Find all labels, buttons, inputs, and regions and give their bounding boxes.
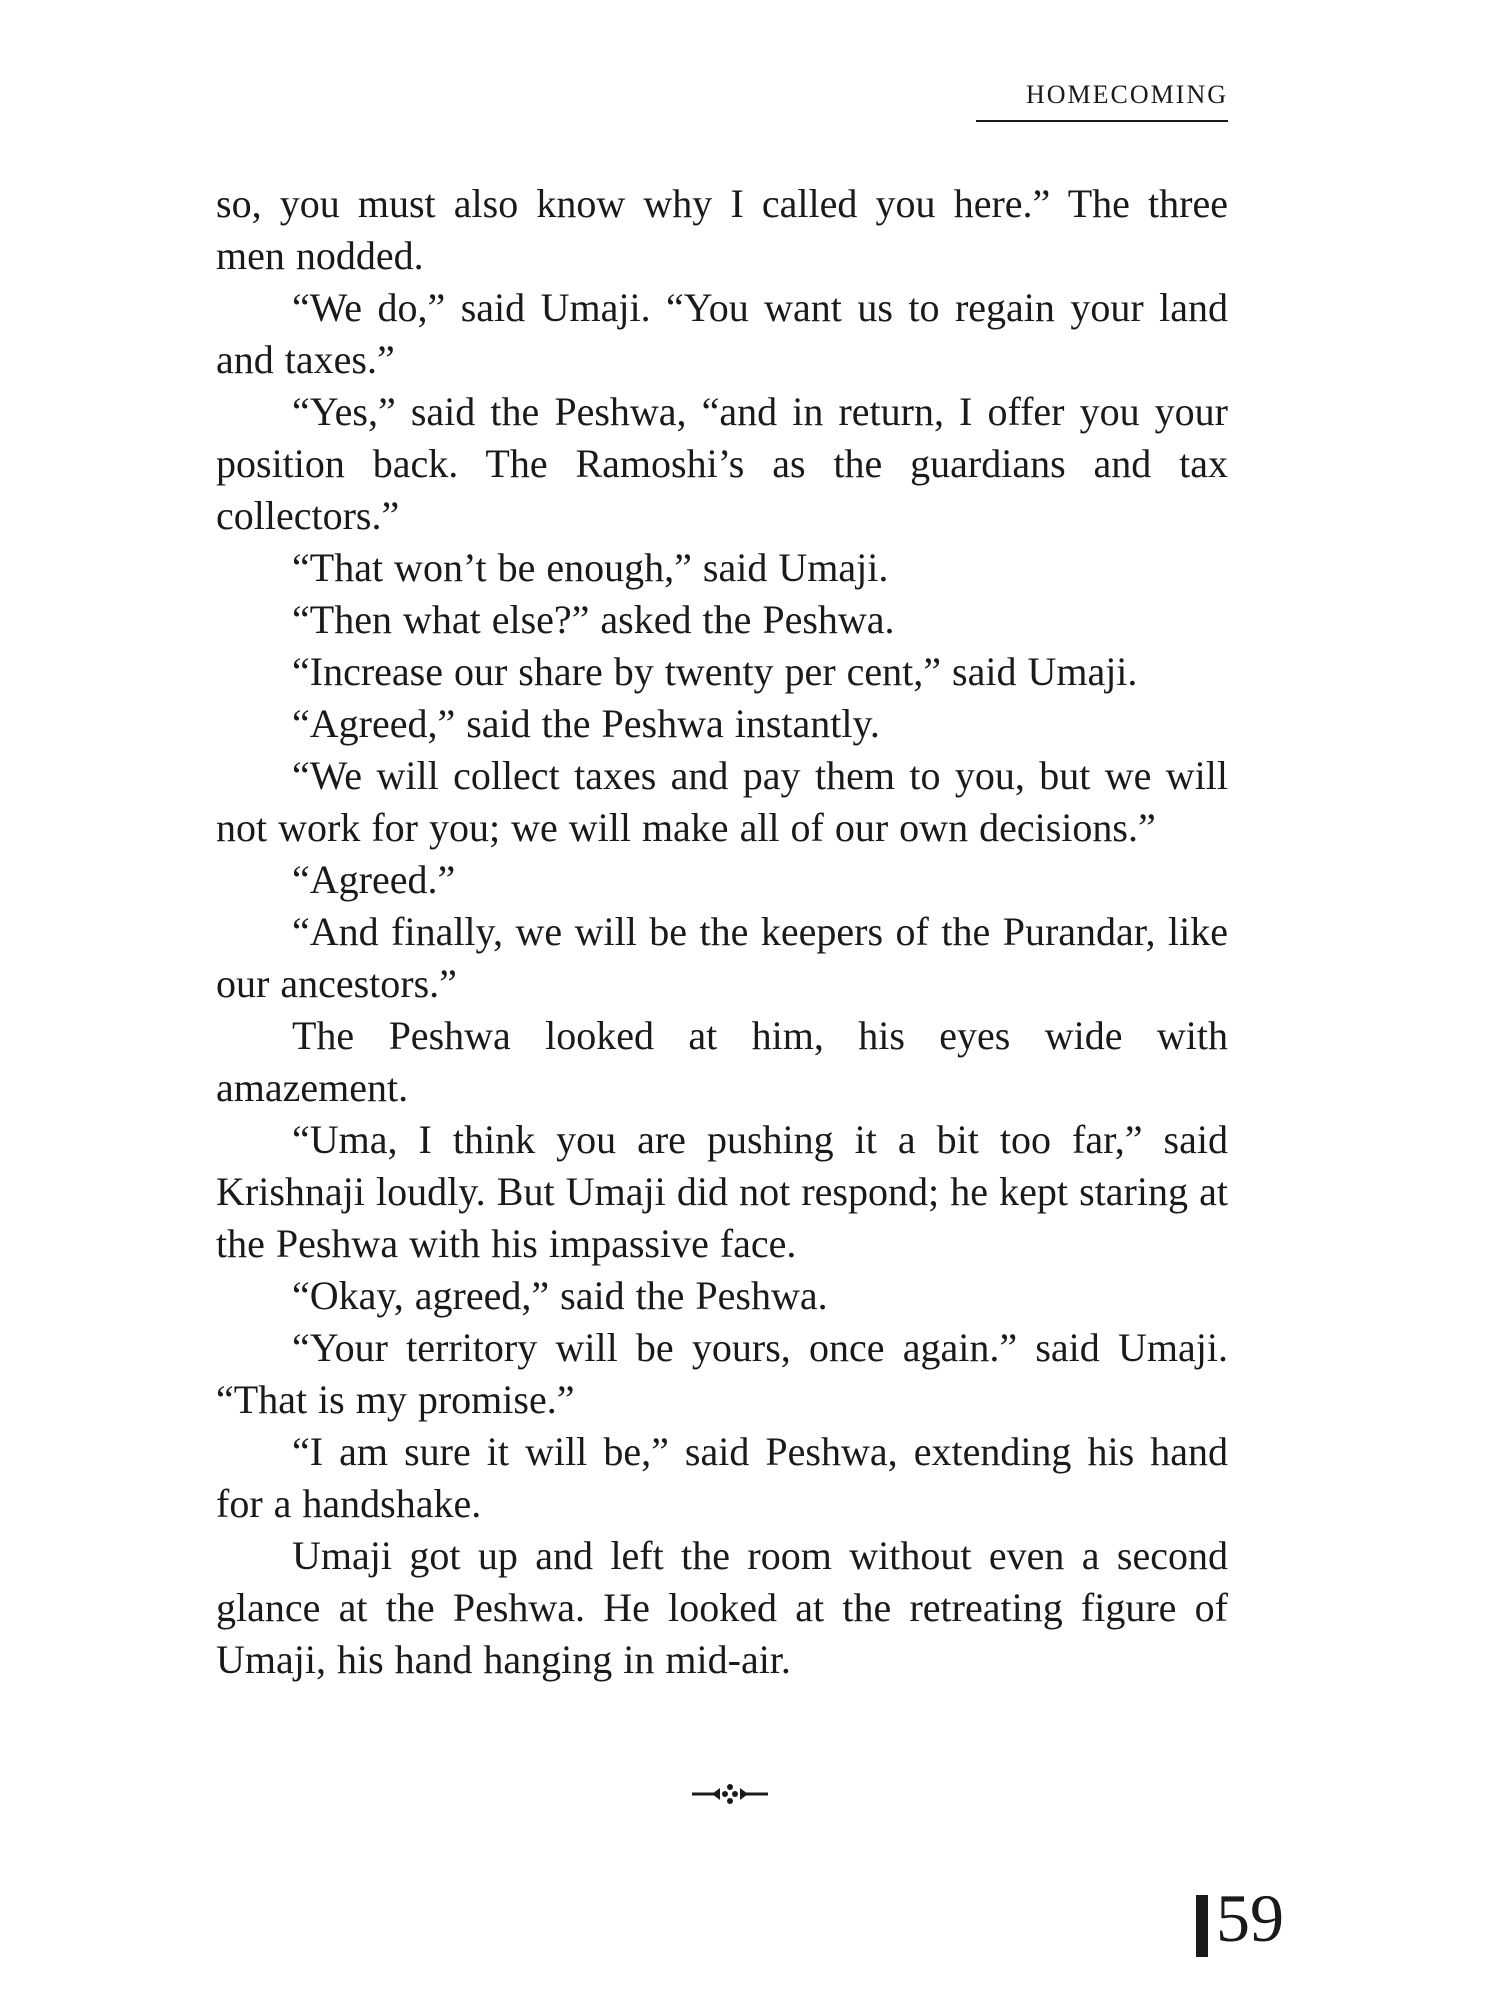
paragraph-4: “That won’t be enough,” said Umaji.	[292, 545, 889, 590]
page-number-bar	[1196, 1895, 1208, 1957]
paragraph-15: “I am sure it will be,” said Peshwa, extending his hand for a handshake.	[216, 1429, 1228, 1526]
paragraph-6: “Increase our share by twenty per cent,” said Umaji.	[292, 649, 1138, 694]
running-head: HOMECOMING	[1026, 80, 1228, 109]
paragraph-10: “And finally, we will be the keepers of the Purandar, like our ancestors.”	[216, 909, 1228, 1006]
body-text	[216, 178, 1228, 1686]
paragraph-16: Umaji got up and left the room without even a second glance at the Peshwa. He looked at the retreating figure of Umaji, his hand hanging in mid-air.	[216, 1533, 1228, 1682]
paragraph-8: “We will collect taxes and pay them to you, but we will not work for you; we will make all of our own decisions.”	[216, 753, 1228, 850]
paragraph-12: “Uma, I think you are pushing it a bit too far,” said Krishnaji loudly. But Umaji did not respond; he kept staring at the Peshwa with his impassive face.	[216, 1117, 1228, 1266]
paragraph-7: “Agreed,” said the Peshwa instantly.	[292, 701, 880, 746]
paragraph-1: so, you must also know why I called you here.” The three men nodded.	[216, 181, 1228, 278]
header-rule	[976, 120, 1228, 122]
paragraph-9: “Agreed.”	[292, 857, 456, 902]
paragraph-2: “We do,” said Umaji. “You want us to regain your land and taxes.”	[216, 285, 1228, 382]
paragraph-13: “Okay, agreed,” said the Peshwa.	[292, 1273, 828, 1318]
section-break-fleuron-icon	[690, 1782, 770, 1806]
paragraph-5: “Then what else?” asked the Peshwa.	[292, 597, 895, 642]
paragraph-3: “Yes,” said the Peshwa, “and in return, I offer you your position back. The Ramoshi’s as the guardians and tax collectors.”	[216, 389, 1228, 538]
paragraph-11: The Peshwa looked at him, his eyes wide with amazement.	[216, 1013, 1228, 1110]
page-number: 59	[1216, 1880, 1284, 1956]
paragraph-14: “Your territory will be yours, once again.” said Umaji. “That is my promise.”	[216, 1325, 1228, 1422]
